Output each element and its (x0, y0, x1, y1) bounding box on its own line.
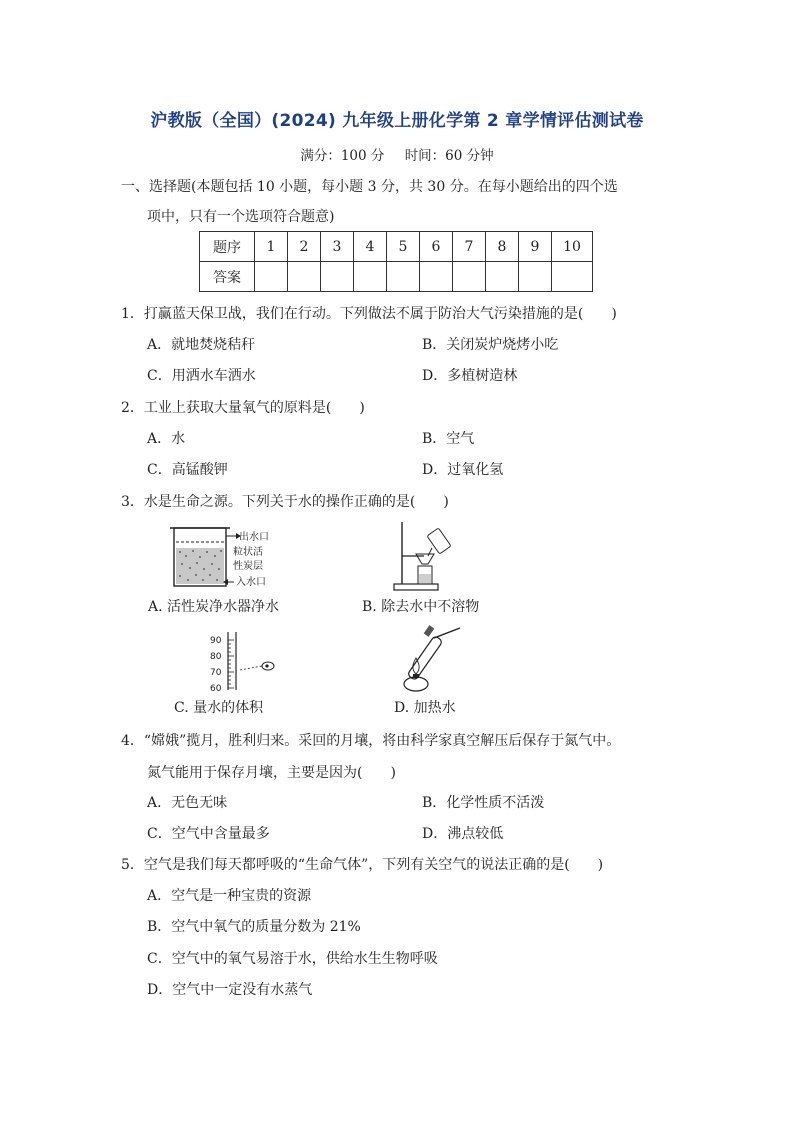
question-number: 8 (486, 232, 519, 262)
question-4-option-c[interactable]: C．空气中含量最多 (147, 826, 270, 842)
carbon-layer-label-1: 粒状活 (233, 547, 263, 558)
question-number: 7 (453, 232, 486, 262)
outlet-label: 出水口 (239, 532, 269, 543)
question-4-option-b[interactable]: B．化学性质不活泼 (422, 795, 545, 811)
question-number: 10 (552, 232, 593, 262)
question-number: 2 (288, 232, 321, 262)
question-4-option-a[interactable]: A．无色无味 (147, 795, 228, 811)
heating-figure (394, 624, 470, 694)
answer-cell[interactable] (321, 262, 354, 292)
question-number: 9 (519, 232, 552, 262)
question-2-stem: 2．工业上获取大量氧气的原料是( ) (121, 400, 365, 416)
question-1-option-b[interactable]: B．关闭炭炉烧烤小吃 (422, 337, 559, 353)
question-1-option-a[interactable]: A．就地焚烧秸秆 (147, 337, 256, 353)
section-heading-cont: 项中，只有一个选项符合题意) (147, 209, 335, 225)
question-2-option-b[interactable]: B．空气 (422, 431, 475, 447)
answer-cell[interactable] (354, 262, 387, 292)
water-purifier-figure (166, 522, 286, 592)
question-2-option-c[interactable]: C．高锰酸钾 (147, 462, 228, 478)
filtration-figure (388, 518, 468, 594)
time-limit: 时间：60 分钟 (404, 148, 494, 164)
figure-a-caption[interactable]: A. 活性炭净水器净水 (148, 599, 280, 615)
figure-b-caption[interactable]: B. 除去水中不溶物 (362, 599, 480, 615)
exam-info (0, 144, 794, 164)
question-number: 1 (255, 232, 288, 262)
question-4-stem-cont: 氮气能用于保存月壤，主要是因为( ) (147, 765, 396, 781)
question-5-stem: 5．空气是我们每天都呼吸的“生命气体”，下列有关空气的说法正确的是( ) (121, 857, 604, 873)
carbon-layer-label-2: 性炭层 (233, 561, 263, 572)
question-5-option-c[interactable]: C．空气中的氧气易溶于水，供给水生生物呼吸 (147, 951, 438, 967)
inlet-label: 入水口 (236, 577, 266, 588)
answer-table-number-row (200, 232, 593, 262)
question-2-option-a[interactable]: A．水 (147, 431, 186, 447)
answer-cell[interactable] (519, 262, 552, 292)
question-number: 5 (387, 232, 420, 262)
answer-cell[interactable] (288, 262, 321, 292)
answer-cell[interactable] (420, 262, 453, 292)
cylinder-figure (206, 630, 286, 692)
question-1-option-d[interactable]: D．多植树造林 (422, 368, 518, 384)
figure-d-caption[interactable]: D. 加热水 (394, 700, 456, 716)
tick-label: 70 (210, 668, 222, 678)
question-2-option-d[interactable]: D．过氧化氢 (422, 462, 504, 478)
question-5-option-b[interactable]: B．空气中氧气的质量分数为 21% (147, 919, 361, 935)
figure-c-caption[interactable]: C. 量水的体积 (174, 700, 264, 716)
question-5-option-d[interactable]: D．空气中一定没有水蒸气 (147, 982, 313, 998)
answer-table (199, 231, 593, 292)
full-score: 满分：100 分 (300, 148, 385, 164)
answer-cell[interactable] (255, 262, 288, 292)
question-4-stem: 4．“嫦娥”揽月，胜利归来。采回的月壤，将由科学家真空解压后保存于氮气中。 (121, 733, 621, 749)
question-1-option-c[interactable]: C．用洒水车洒水 (147, 368, 256, 384)
tick-label: 80 (210, 652, 222, 662)
answer-cell[interactable] (453, 262, 486, 292)
row-label: 题序 (200, 232, 255, 262)
section-heading: 一、选择题(本题包括 10 小题，每小题 3 分，共 30 分。在每小题给出的四个选 (121, 179, 618, 195)
question-number: 6 (420, 232, 453, 262)
page-title: 沪教版（全国）(2024) 九年级上册化学第 2 章学情评估测试卷 (150, 111, 644, 131)
row-label: 答案 (200, 262, 255, 292)
answer-cell[interactable] (486, 262, 519, 292)
answer-table-answer-row (200, 262, 593, 292)
question-number: 3 (321, 232, 354, 262)
question-number: 4 (354, 232, 387, 262)
tick-label: 60 (210, 684, 222, 692)
answer-cell[interactable] (387, 262, 420, 292)
question-3-stem: 3．水是生命之源。下列关于水的操作正确的是( ) (121, 494, 449, 510)
question-4-option-d[interactable]: D．沸点较低 (422, 826, 504, 842)
question-1-stem: 1．打赢蓝天保卫战，我们在行动。下列做法不属于防治大气污染措施的是( ) (121, 306, 617, 322)
answer-cell[interactable] (552, 262, 593, 292)
tick-label: 90 (210, 636, 222, 646)
question-5-option-a[interactable]: A．空气是一种宝贵的资源 (147, 888, 312, 904)
